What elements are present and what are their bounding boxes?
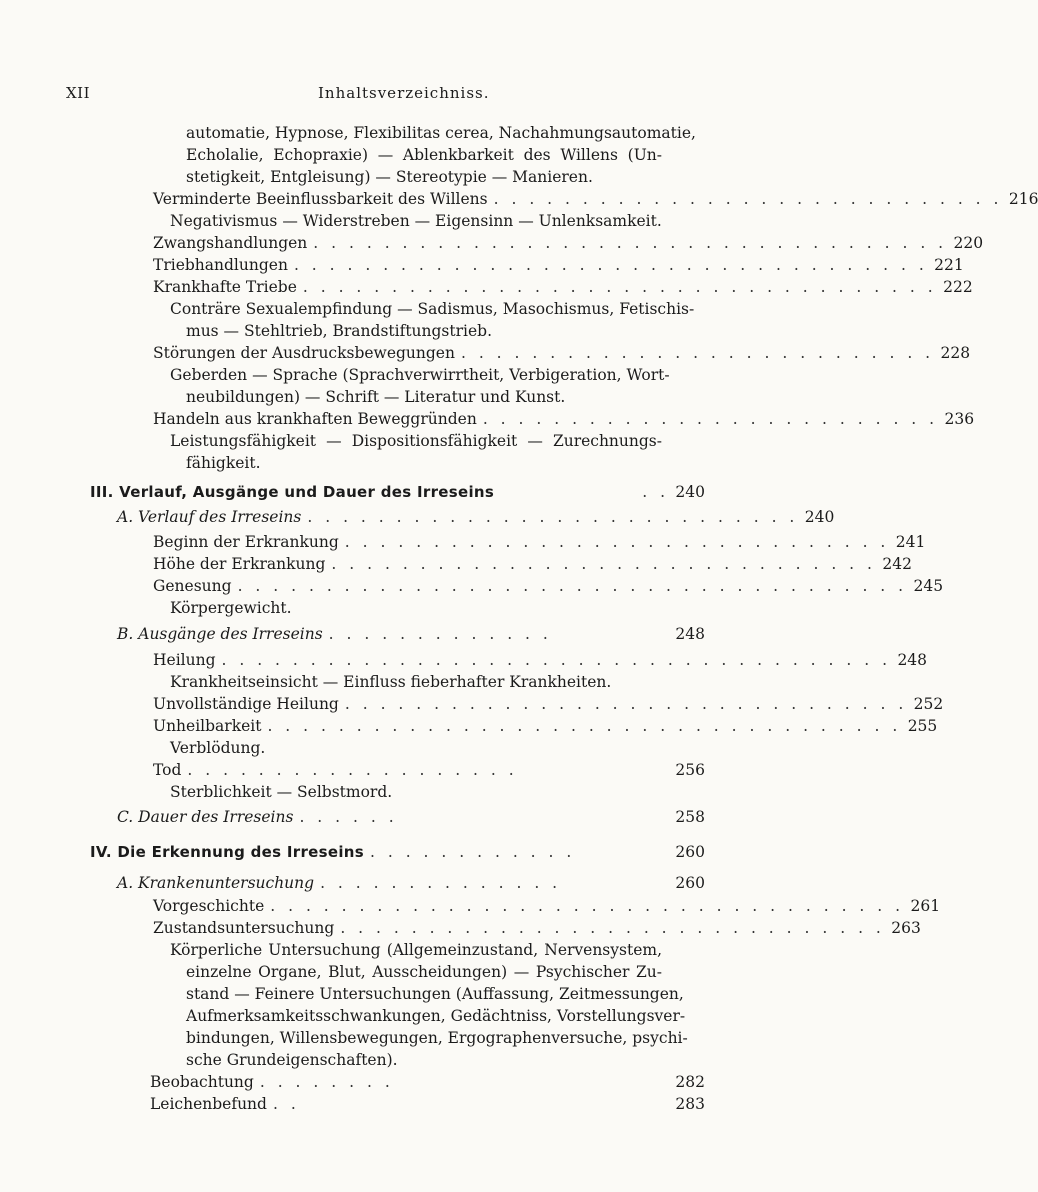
toc-entry [153, 533, 926, 551]
toc-entry [153, 897, 941, 915]
toc-entry-page: 241 [895, 533, 926, 551]
toc-entry-label: Zwangshandlungen [153, 234, 308, 252]
toc-entry [153, 919, 921, 937]
toc-subentry: Körperliche Untersuchung (Allgemeinzustand, Nervensystem, [170, 941, 662, 959]
toc-entry-page: 248 [675, 625, 705, 643]
toc-entry-label: Handeln aus krankhaften Beweggründen [153, 410, 477, 428]
leader-dots: . . . . . . . . . . . . . . . . . . . . . . . . . . . . . . . . . . . . [270, 897, 905, 915]
toc-entry-label: Verminderte Beeinflussbarkeit des Willens [153, 190, 488, 208]
continuation-line: stetigkeit, Entgleisung) — Stereotypie — Manieren. [186, 168, 593, 186]
toc-entry [153, 761, 705, 779]
leader-dots: . . . . . . . . . . . . . . . . . . . . . . . . . . . . . . . [331, 555, 876, 573]
toc-entry-page: 240 [804, 508, 835, 526]
toc-entry-page: 282 [675, 1073, 705, 1091]
toc-entry [153, 190, 1038, 208]
page-number-roman: XII [66, 84, 91, 102]
toc-subentry: Krankheitseinsicht — Einfluss fieberhafter Krankheiten. [170, 673, 612, 691]
subsection-label: A. Krankenuntersuchung [117, 874, 315, 892]
toc-entry-label: Störungen der Ausdrucksbewegungen [153, 344, 455, 362]
toc-entry-page: 263 [891, 919, 921, 937]
toc-entry-page: 248 [897, 651, 928, 669]
toc-entry-page: 240 [675, 483, 705, 501]
leader-dots: . . . . . . . . . . . . . . . . . . . . . . . . . . . . . . . [340, 919, 885, 937]
toc-entry-label: Genesung [153, 577, 232, 595]
leader-dots: . . . . . . . . . . . . . . . . . . . . . . . . . . . . . . . . . . . . [267, 717, 902, 735]
toc-entry-label: Vorgeschichte [153, 897, 265, 915]
toc-entry-label: Heilung [153, 651, 216, 669]
leader-dots: . . . . . . . . . . . . . . [320, 874, 562, 892]
leader-dots: . . . . . . . . . . . . [370, 843, 576, 861]
subsection-label: A. Verlauf des Irreseins [117, 508, 302, 526]
leader-dots: . . . . . . . . . . . . . . . . . . . . . . . . . . . . . [493, 190, 1003, 208]
toc-entry-label: Zustandsuntersuchung [153, 919, 335, 937]
toc-entry-label: Unheilbarkeit [153, 717, 262, 735]
toc-entry-page: 255 [907, 717, 938, 735]
toc-entry [153, 256, 964, 274]
continuation-line: Echolalie, Echopraxie) — Ablenkbarkeit des Willens (Un- [186, 146, 662, 164]
leader-dots: . . . . . . . . . . . . . . . . . . . . . . . . . . [482, 410, 939, 428]
toc-subsection [117, 508, 835, 526]
toc-entry-page: 252 [913, 695, 944, 713]
toc-entry-label: Leichenbefund [150, 1095, 267, 1113]
toc-entry-page: 256 [675, 761, 705, 779]
toc-entry-page: 236 [944, 410, 975, 428]
toc-entry-page: 222 [943, 278, 973, 296]
toc-subsection [117, 625, 705, 643]
toc-entry-label: Tod [153, 761, 182, 779]
toc-section-heading [90, 843, 705, 861]
leader-dots: . . . . . . . . [259, 1073, 394, 1091]
toc-entry-label: Höhe der Erkrankung [153, 555, 326, 573]
toc-subentry: stand — Feinere Untersuchungen (Auffassung, Zeitmessungen, [186, 985, 684, 1003]
leader-dots: . . . . . . . . . . . . . . . . . . . . . . . . . . . . . . . . . . . . . . [221, 651, 892, 669]
leader-dots: . . [272, 1095, 300, 1113]
toc-subentry: mus — Stehltrieb, Brandstiftungstrieb. [186, 322, 493, 340]
leader-dots: . . . . . . . . . . . . . . . . . . . [187, 761, 518, 779]
toc-entry [153, 651, 928, 669]
running-title: Inhaltsverzeichniss. [318, 84, 490, 102]
subsection-label: B. Ausgänge des Irreseins [117, 625, 323, 643]
toc-entry [153, 410, 975, 428]
toc-subsection [117, 874, 705, 892]
toc-entry [153, 695, 944, 713]
toc-subentry: sche Grundeigenschaften). [186, 1051, 398, 1069]
section-heading-label: III. Verlauf, Ausgänge und Dauer des Irreseins [90, 483, 495, 501]
toc-entry [153, 344, 971, 362]
toc-subentry: bindungen, Willensbewegungen, Ergographenversuche, psychi- [186, 1029, 688, 1047]
section-heading-label: IV. Die Erkennung des Irreseins [90, 843, 364, 861]
toc-entry [153, 717, 938, 735]
toc-entry-page: 221 [934, 256, 964, 274]
toc-entry-page: 220 [953, 234, 984, 252]
leader-dots: . . . . . . [299, 808, 398, 826]
toc-subentry: Negativismus — Widerstreben — Eigensinn — Unlenksamkeit. [170, 212, 662, 230]
toc-entry-page: 258 [675, 808, 705, 826]
toc-subentry: fähigkeit. [186, 454, 261, 472]
toc-entry-label: Beginn der Erkrankung [153, 533, 339, 551]
toc-entry-label: Krankhafte Triebe [153, 278, 297, 296]
toc-subentry: Conträre Sexualempfindung — Sadismus, Masochismus, Fetischis- [170, 300, 695, 318]
toc-entry-label: Unvollständige Heilung [153, 695, 339, 713]
toc-subentry: Leistungsfähigkeit — Dispositionsfähigkeit — Zurechnungs- [170, 432, 662, 450]
leader-dots: . . . . . . . . . . . . . . . . . . . . . . . . . . . . . . . [344, 533, 890, 551]
leader-dots: . . . . . . . . . . . . . . . . . . . . . . . . . . . . . . . . . . . . . . [237, 577, 908, 595]
toc-entry-page: 216 [1008, 190, 1038, 208]
leader-dots: . . [642, 483, 669, 501]
toc-subsection [117, 808, 705, 826]
toc-entry-page: 260 [675, 874, 705, 892]
toc-entry-label: Beobachtung [150, 1073, 254, 1091]
toc-entry [150, 1095, 705, 1113]
toc-entry [153, 278, 973, 296]
toc-subentry: Verblödung. [170, 739, 266, 757]
leader-dots: . . . . . . . . . . . . . . . . . . . . . . . . . . . . . . . . . . . . [302, 278, 937, 296]
continuation-line: automatie, Hypnose, Flexibilitas cerea, Nachahmungsautomatie, [186, 124, 696, 142]
toc-entry-page: 260 [675, 843, 705, 861]
toc-entry-page: 283 [675, 1095, 705, 1113]
toc-entry-page: 261 [910, 897, 941, 915]
toc-entry [153, 555, 912, 573]
toc-subentry: Sterblichkeit — Selbstmord. [170, 783, 393, 801]
subsection-label: C. Dauer des Irreseins [117, 808, 294, 826]
toc-entry [153, 577, 944, 595]
toc-subentry: Aufmerksamkeitsschwankungen, Gedächtniss, Vorstellungsver- [186, 1007, 686, 1025]
toc-entry [150, 1073, 705, 1091]
leader-dots: . . . . . . . . . . . . . . . . . . . . . . . . . . . . . . . . [344, 695, 908, 713]
leader-dots: . . . . . . . . . . . . . . . . . . . . . . . . . . . . . . . . . . . . [293, 256, 928, 274]
toc-entry-page: 245 [913, 577, 944, 595]
toc-subentry: neubildungen) — Schrift — Literatur und Kunst. [186, 388, 566, 406]
toc-entry-page: 228 [940, 344, 971, 362]
leader-dots: . . . . . . . . . . . . . . . . . . . . . . . . . . . . [307, 508, 799, 526]
toc-entry [153, 234, 984, 252]
leader-dots: . . . . . . . . . . . . . [328, 625, 552, 643]
toc-subentry: Körpergewicht. [170, 599, 292, 617]
toc-entry-page: 242 [882, 555, 912, 573]
toc-section-heading [90, 483, 705, 501]
toc-subentry: einzelne Organe, Blut, Ausscheidungen) — Psychischer Zu- [186, 963, 662, 981]
leader-dots: . . . . . . . . . . . . . . . . . . . . . . . . . . . [460, 344, 935, 362]
leader-dots: . . . . . . . . . . . . . . . . . . . . . . . . . . . . . . . . . . . . [313, 234, 948, 252]
toc-entry-label: Triebhandlungen [153, 256, 288, 274]
toc-subentry: Geberden — Sprache (Sprachverwirrtheit, Verbigeration, Wort- [170, 366, 670, 384]
